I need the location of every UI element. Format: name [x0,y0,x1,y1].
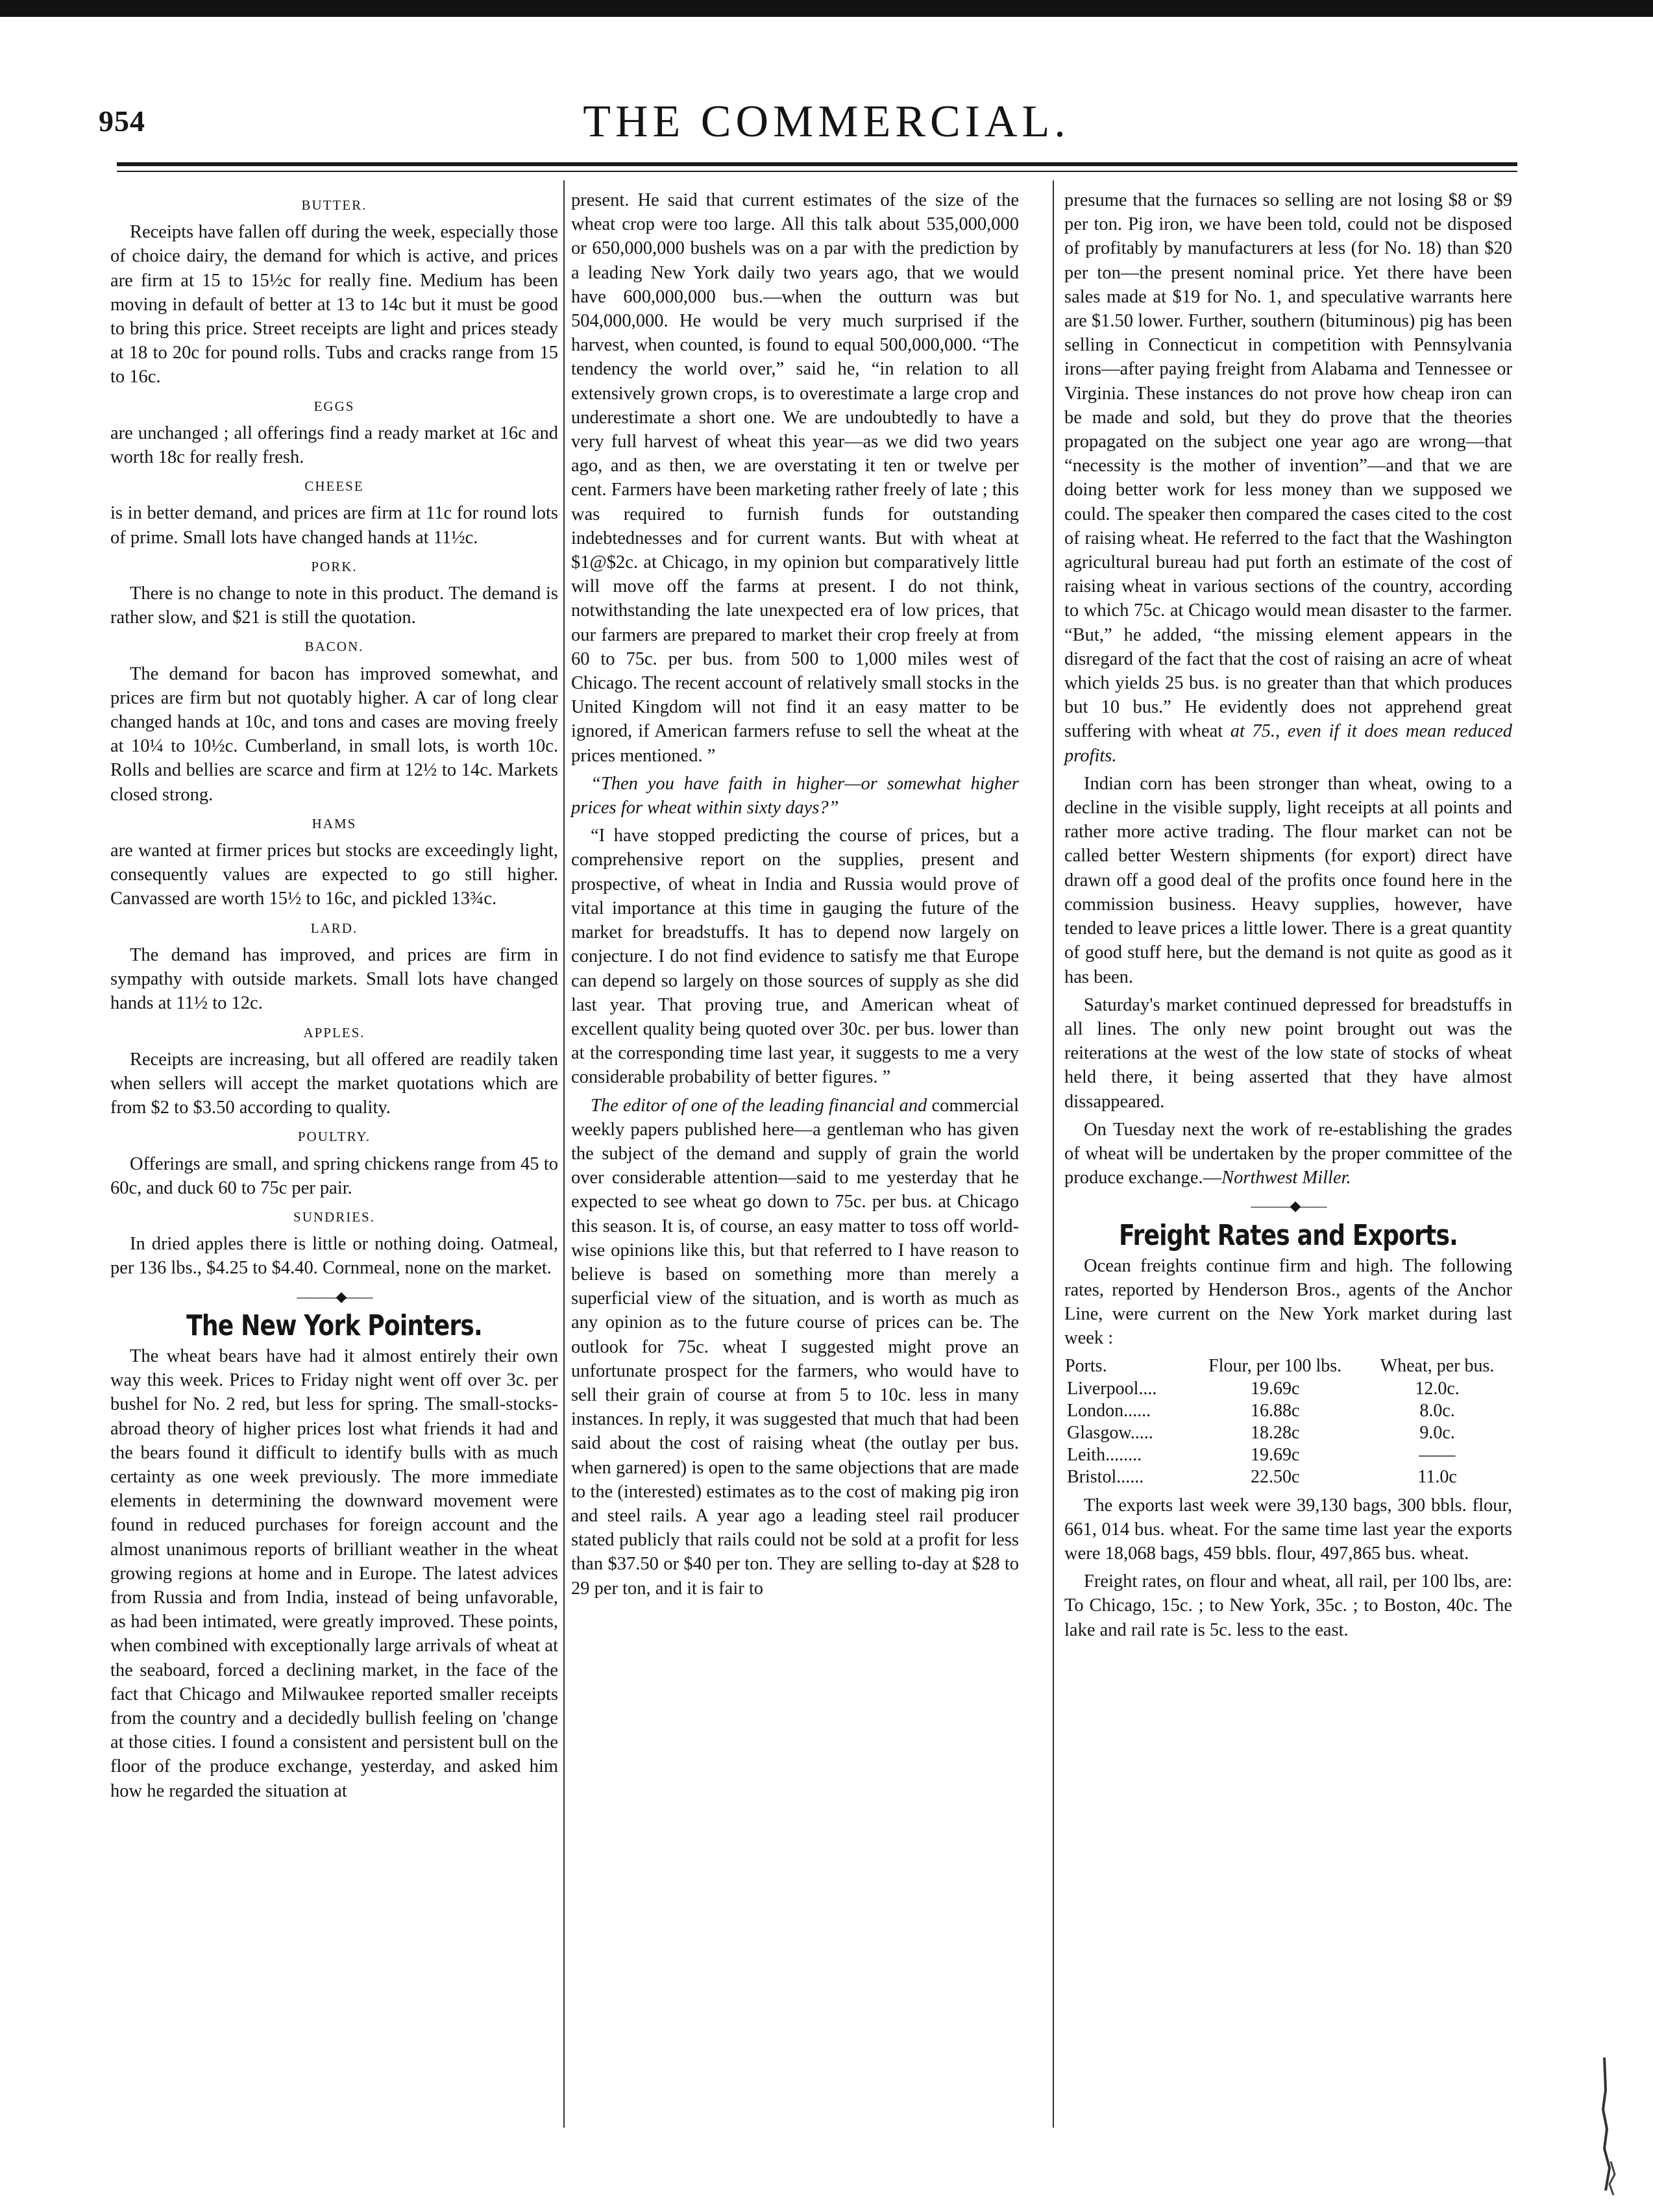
top-border-rule [0,0,1653,17]
port-cell: Bristol...... [1067,1466,1144,1487]
port-cell: Leith........ [1067,1444,1142,1465]
paragraph-freight-intro: Ocean freights continue firm and high. The following rates, reported by Henderson Bros., agents of the Anchor Line, were current on the New York market during last week : [1064,1255,1512,1349]
paragraph-pork: There is no change to note in this product. The demand is rather slow, and $21 is still the quotation. [110,584,558,628]
section-heading-lard: LARD. [310,920,358,936]
section-heading-apples: APPLES. [303,1024,365,1040]
section-heading-pork: PORK. [311,558,358,574]
column-divider [1053,180,1054,2128]
italic-closing-phrase: at 75., even if it does mean reduced profits. [1064,721,1512,766]
section-heading-butter: BUTTER. [301,197,367,213]
column-2 [571,188,1019,1604]
wheat-rate-cell: —— [1419,1444,1456,1465]
wheat-rate-cell: 8.0c. [1419,1400,1455,1421]
paragraph-col3-1 [1064,188,1512,768]
header-rule-thick [117,162,1517,166]
paragraph-col2-1: present. He said that current estimates of the size of the wheat crop were too large. All this talk about 535,000,000 or 650,000,000 bushels was on a par with the prediction by a leading New York daily two years ago, that we would have 600,000,000 bus.—when the outturn was but 504,000,000. He would be very much surprised if the harvest, when counted, is found to equal 500,000,000. “The tendency the world over,” said he, “in relation to all extensively grown crops, is to overestimate a large crop and underestimate a short one. We are undoubtedly to have a very full harvest of wheat this year—as we did two years ago, and as then, we are overstating it ten or twelve per cent. Farmers have been marketing rather freely of late ; this was required to furnish funds for outstanding indebtednesses and for current wants. But with wheat at $1@$2c. at Chicago, in my opinion but comparatively little will move off the farms at present. I do not think, notwithstanding the late unexpected era of low prices, that our farmers are prepared to market their crop freely at from 60 to 75c. per bus. from 500 to 1,000 miles west of Chicago. The recent account of relatively small stocks in the United Kingdom will not find it an easy matter to be ignored, if American farmers refuse to sell the wheat at the prices mentioned. ” [571,190,1019,766]
wheat-rate-cell: 11.0c [1417,1466,1457,1487]
masthead-title: THE COMMERCIAL. [583,97,1070,147]
port-cell: Glasgow..... [1067,1422,1153,1443]
paragraph-eggs: are unchanged ; all offerings find a ready market at 16c and worth 18c for really fresh. [110,423,558,468]
source-attribution: Northwest Miller. [1221,1168,1351,1188]
wheat-rate-cell: 9.0c. [1419,1422,1455,1443]
table-row [1064,1378,1512,1400]
port-cell: London...... [1067,1400,1151,1421]
paragraph-col2-4-text: commercial weekly papers published here—a gentleman who has given the subject of the demand and supply of grain the world over considerable attention—said to me yesterday that he expected to see wheat go down to 75c. per bus. at Chicago this season. It is, of course, an easy matter to toss off world-wise opinions like this, but that referred to I have reason to believe is based on something more than merely a superficial view of the situation, and is worth as much as any opinion as to the future course of prices can be. The outlook for 75c. wheat I suggested might prove an unfortunate prospect for the farmers, who would have to sell their grain of course at from 5 to 10c. less in many instances. In reply, it was suggested that much that had been said about the cost of raising wheat (the outlay per bus. when garnered) is open to the same objections that are made to the (interested) estimates as to the cost of making pig iron and steel rails. A year ago a leading steel rail producer stated publicly that rails could not be sold at a profit for less than $37.50 or $40 per ton. They are selling to-day at $28 to 29 per ton, and it is fair to [571,1095,1019,1599]
paragraph-poultry: Offerings are small, and spring chickens range from 45 to 60c, and duck 60 to 75c per pair. [110,1153,558,1198]
table-row [1064,1400,1512,1422]
column-header-wheat: Wheat, per bus. [1380,1355,1495,1376]
paragraph-saturday-market: Saturday's market continued depressed for breadstuffs in all lines. The only new point brought out was the reiterations at the west of the low state of stocks of wheat held there, it being asserted that they have almost dissappeared. [1064,994,1512,1112]
header-rule-thin [117,171,1517,172]
paragraph-apples: Receipts are increasing, but all offered are readily taken when sellers will accept the market quotations which are from $2 to $3.50 according to quality. [110,1049,558,1118]
paragraph-butter: Receipts have fallen off during the week, especially those of choice dairy, the demand for which is active, and prices are firm at 15 to 15½c for really fine. Medium has been moving in default of better at 13 to 14c but it must be good to bring this price. Street receipts are light and prices steady at 18 to 20c for pound rolls. Tubs and cracks range from 15 to 16c. [110,222,558,387]
paragraph-lard: The demand has improved, and prices are firm in sympathy with outside markets. Small lots have changed hands at 11½ to 12c. [110,944,558,1014]
flour-rate-cell: 19.69c [1250,1444,1300,1465]
table-header-row [1064,1355,1512,1378]
section-heading-poultry: POULTRY. [297,1129,371,1145]
paragraph-exports: The exports last week were 39,130 bags, 300 bbls. flour, 661, 014 bus. wheat. For the same time last year the exports were 18,068 bags, 459 bbls. flour, 497,865 bus. wheat. [1064,1495,1512,1564]
italic-lead-in: The editor of one of the leading financial and [591,1095,927,1116]
paragraph-bacon: The demand for bacon has improved somewhat, and prices are firm but not quotably higher. A car of long clear changed hands at 10c, and tons and cases are moving freely at 10¼ to 10½c. Cumberland, in small lots, is worth 10c. Rolls and bellies are scarce and firm at 12½ to 14c. Markets closed strong. [110,663,558,805]
flour-rate-cell: 18.28c [1250,1422,1300,1443]
paragraph-tuesday-text: On Tuesday next the work of re-establishing the grades of wheat will be undertaken by the proper committee of the produce exchange.— [1064,1119,1512,1188]
flour-rate-cell: 16.88c [1250,1400,1300,1421]
paragraph-hams: are wanted at firmer prices but stocks are exceedingly light, consequently values are expected to go still higher. Canvassed are worth 15½ to 16c, and pickled 13¾c. [110,841,558,909]
paragraph-indian-corn: Indian corn has been stronger than wheat, owing to a decline in the visible supply, light receipts at all points and rather more active trading. The flour market can not be called better Western shipments (for export) direct have drawn off a good deal of the profits once found here in the commission business. Heavy supplies, however, have tended to leave prices a little lower. There is a great quantity of good stuff here, but the demand is not quite as good as it has been. [1064,773,1512,987]
paragraph-col2-4 [571,1094,1019,1601]
column-3 [1064,188,1512,1646]
article-heading-new-york-pointers: The New York Pointers. [186,1309,482,1342]
column-header-ports: Ports. [1065,1355,1107,1376]
column-divider [563,180,565,2128]
table-row [1064,1466,1512,1488]
section-heading-cheese: CHEESE [304,478,364,495]
ornamental-separator [1064,1194,1512,1218]
scan-margin-mark [1598,2051,1619,2200]
column-header-flour: Flour, per 100 lbs. [1208,1355,1342,1376]
paragraph-sundries: In dried apples there is little or nothing doing. Oatmeal, per 136 lbs., $4.25 to $4.40. Cornmeal, none on the market. [110,1234,558,1279]
article-heading-freight-rates: Freight Rates and Exports. [1118,1218,1458,1252]
section-heading-bacon: BACON. [304,639,364,655]
freight-rates-table [1064,1355,1512,1488]
page-number: 954 [99,104,145,138]
section-heading-eggs: EGGS [313,398,355,414]
table-row [1064,1422,1512,1444]
section-heading-sundries: SUNDRIES. [293,1209,375,1225]
paragraph-rail-rates: Freight rates, on flour and wheat, all rail, per 100 lbs, are: To Chicago, 15c. ; to New York, 35c. ; to Boston, 40c. The lake and rail rate is 5c. less to the east. [1064,1571,1512,1640]
paragraph-pointers-1: The wheat bears have had it almost entirely their own way this week. Prices to Friday night went off over 3c. per bushel for No. 2 red, but less for spring. The small-stocks-abroad theory of higher prices lost what friends it had and the bears found it difficult to identify bulls with as much certainty as one week previously. The more immediate elements in determining the downward movement were found in reduced purchases for foreign account and the almost unanimous reports of brilliant weather in the wheat growing regions at home and in Europe. The latest advices from Russia and from India, instead of being unfavorable, as had been intimated, were greatly improved. These points, when combined with exceptionally large arrivals of wheat at the seaboard, forced a declining market, in the face of the fact that Chicago and Milwaukee reported smaller receipts from the country and a decidedly bullish feeling on 'change at those cities. I found a consistent and persistent bull on the floor of the produce exchange, yesterday, and asked him how he regarded the situation at [110,1346,558,1801]
flour-rate-cell: 19.69c [1250,1378,1300,1399]
section-heading-hams: HAMS [312,815,357,831]
paragraph-col2-question: “Then you have faith in higher—or somewhat higher prices for wheat within sixty days?” [571,773,1019,818]
wheat-rate-cell: 12.0c. [1415,1378,1460,1399]
paragraph-tuesday [1064,1118,1512,1190]
paragraph-col3-1-text: presume that the furnaces so selling are not losing $8 or $9 per ton. Pig iron, we have been told, could not be disposed of profitably by manufacturers at less (for No. 18) than $20 per ton—the present nominal price. Yet there have been sales made at $19 for No. 1, and speculative warrants here are $1.50 lower. Further, southern (bituminous) pig has been selling in Connecticut in competition with Pennsylvania irons—after paying freight from Alabama and Tennessee or Virginia. These instances do not prove how cheap iron can be made and sold, but they do prove that the theories propagated on the subject one year ago are wrong—that “necessity is the mother of invention”—and that we are doing better work for less money than we supposed we could. The speaker then compared the cases cited to the cost of raising wheat. He referred to the fact that the Washington agricultural bureau had put forth an estimate of the cost of raising wheat in various sections of the country, according to which 75c. at Chicago would mean disaster to the farmer. “But,” he added, “the missing element appears in the disregard of the fact that the cost of raising an acre of wheat which yields 25 bus. is no greater than that which produces but 10 bus.” He evidently does not apprehend great suffering with wheat [1064,190,1512,742]
paragraph-col2-3: “I have stopped predicting the course of prices, but a comprehensive report on the supplies, present and prospective, of wheat in India and Russia would prove of vital importance at this time in gauging the future of the market for breadstuffs. It has to depend now largely on conjecture. I do not find evidence to satisfy me that Europe can depend so largely on those sources of supply as she did last year. That proving true, and American wheat of excellent quality being quoted over 30c. per bus. lower than at the corresponding time last year, it suggests to me a very considerable probability of better figures. ” [571,826,1019,1088]
column-1 [110,188,558,1807]
ornamental-separator [110,1284,558,1309]
port-cell: Liverpool.... [1067,1378,1157,1399]
flour-rate-cell: 22.50c [1250,1466,1300,1487]
table-row [1064,1444,1512,1466]
paragraph-cheese: is in better demand, and prices are firm at 11c for round lots of prime. Small lots have changed hands at 11½c. [110,503,558,548]
